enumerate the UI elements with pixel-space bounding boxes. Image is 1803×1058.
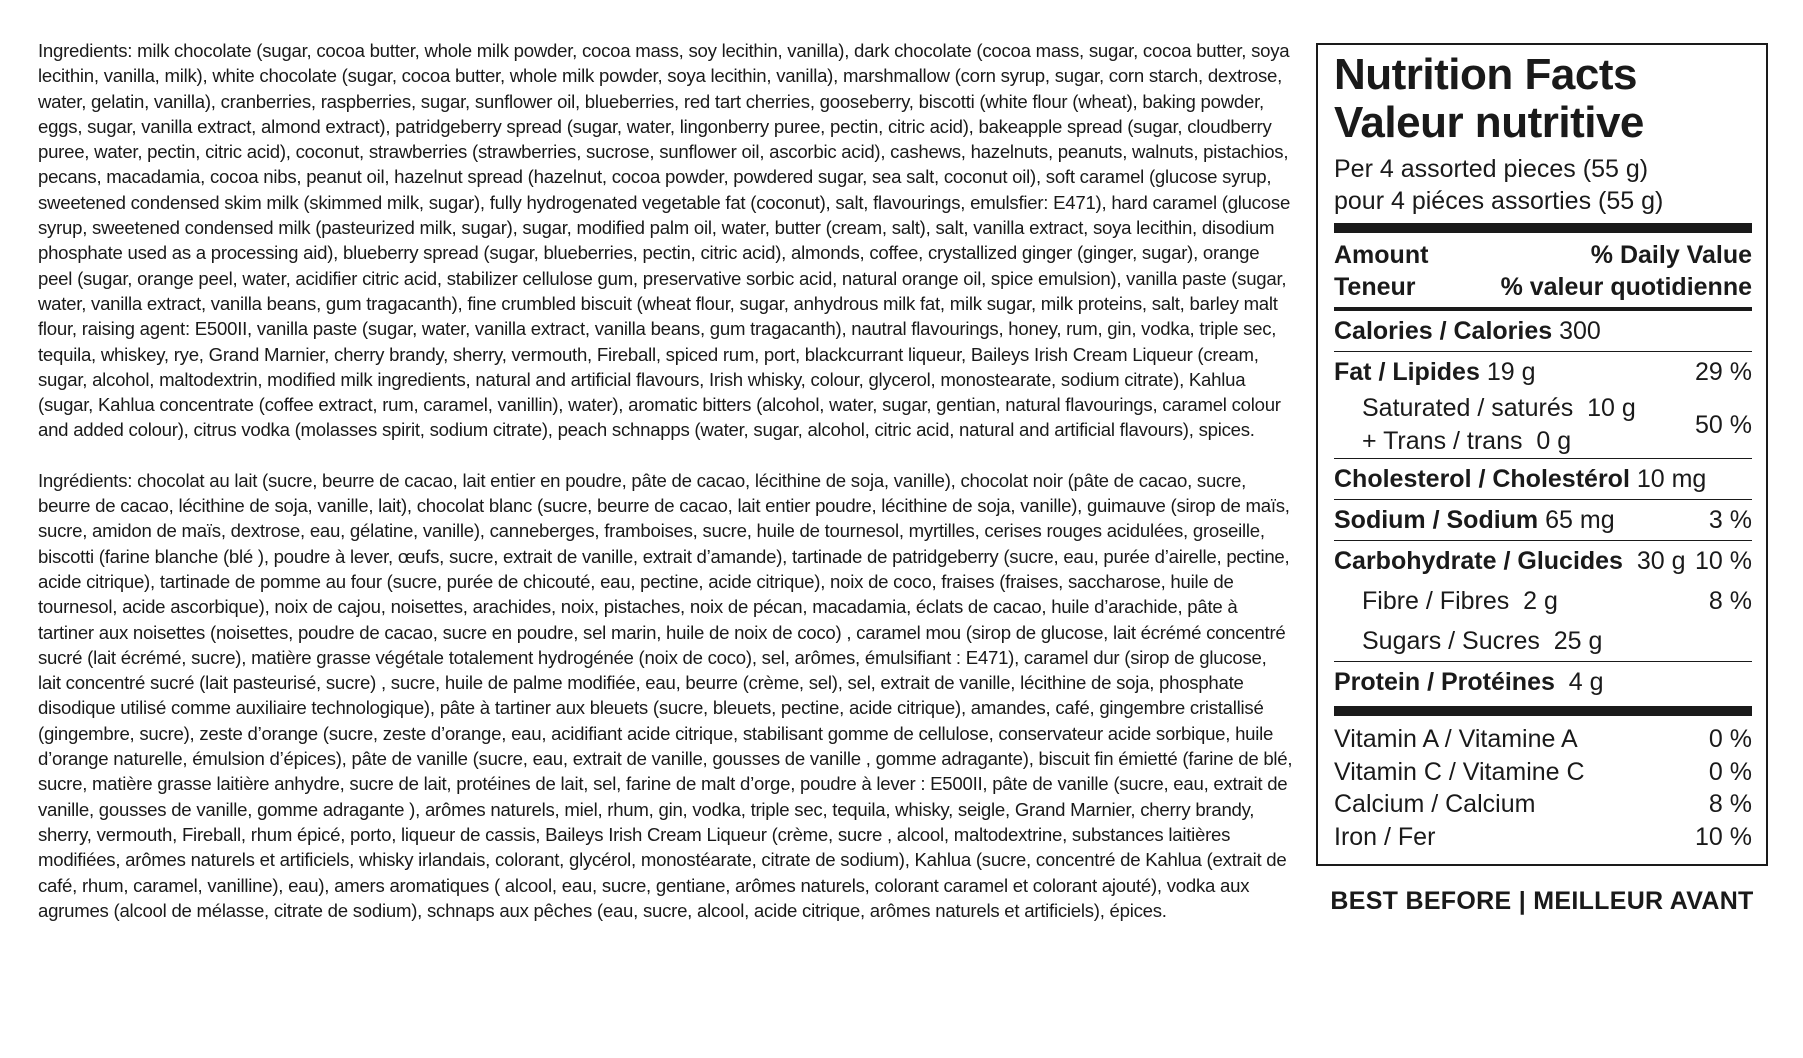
fat-label: Fat / Lipides: [1334, 357, 1480, 386]
sat-trans-row: [1334, 392, 1752, 458]
valeur-quotidienne-header: % valeur quotidienne: [1500, 273, 1752, 301]
carbohydrate-amount: 30 g: [1636, 546, 1686, 575]
vitamin-label: Calcium / Calcium: [1334, 790, 1536, 818]
carbohydrate-dv: 10 %: [1695, 546, 1752, 575]
sat-trans-dv: 50 %: [1695, 410, 1752, 439]
fat-row: [1334, 352, 1752, 392]
vitamin-row: [1334, 756, 1752, 789]
sodium-dv: 3 %: [1708, 505, 1752, 534]
vitamin-row: [1334, 723, 1752, 756]
header-row-en: [1334, 239, 1752, 271]
vitamin-dv: 10 %: [1695, 822, 1752, 851]
vitamin-row: [1334, 821, 1752, 854]
sodium-row: [1334, 500, 1752, 540]
vitamin-label: Vitamin C / Vitamine C: [1334, 757, 1585, 786]
serving-size-en: Per 4 assorted pieces (55 g): [1334, 155, 1649, 183]
nutrition-title-fr: Valeur nutritive: [1334, 98, 1644, 147]
calories-value: 300: [1559, 316, 1601, 345]
serving-size-fr: pour 4 piéces assorties (55 g): [1334, 187, 1664, 215]
sodium-amount: 65 mg: [1545, 505, 1615, 534]
vitamin-label: Iron / Fer: [1334, 822, 1436, 851]
protein-amount: 4 g: [1568, 667, 1604, 696]
nutrition-title-en: Nutrition Facts: [1334, 50, 1637, 99]
amount-header: Amount: [1334, 241, 1429, 269]
vitamin-label: Vitamin A / Vitamine A: [1334, 725, 1578, 753]
protein-label: Protein / Protéines: [1334, 667, 1555, 696]
daily-value-header: % Daily Value: [1590, 241, 1752, 269]
calories-row: [1334, 311, 1752, 351]
divider-thick: [1334, 223, 1752, 233]
cholesterol-label: Cholesterol / Cholestérol: [1334, 464, 1630, 493]
trans-label: + Trans / trans: [1362, 427, 1523, 455]
carbohydrate-label: Carbohydrate / Glucides: [1334, 546, 1623, 575]
fat-amount: 19 g: [1486, 357, 1536, 386]
fibre-label: Fibre / Fibres: [1362, 586, 1510, 615]
fibre-amount: 2 g: [1523, 586, 1558, 615]
saturated-label: Saturated / saturés: [1362, 394, 1574, 422]
best-before-label: BEST BEFORE | MEILLEUR AVANT: [1330, 887, 1754, 915]
cholesterol-amount: 10 mg: [1636, 464, 1707, 493]
nutrition-facts-panel: [1316, 43, 1768, 866]
fibre-row: [1334, 581, 1752, 621]
ingredients-section: [38, 38, 1293, 923]
ingredients-french: Ingrédients: chocolat au lait (sucre, beurre de cacao, lait entier en poudre, pâte de cacao, lécithine de soja, vanille), chocolat noir (pâte de cacao, sucre, beurre de cacao, lécithine de soja, vanille, lait), chocolat blanc (sucre, beurre de cacao, lait entier poudre, lécithine de soja, vanille), guimauve (sirop de maïs, sucre, amidon de maïs, dextrose, eau, gélatine, vanille), canneberges, framboises, sucre, huile de tournesol, myrtilles, cerises rouges acidulées, groseille, biscotti (farine blanche (blé ), poudre à lever, œufs, sucre, extrait de vanille, extrait d’amande), tartinade de patridgeberry (sucre, eau, purée d’airelle, pectine, acide citrique), tartinade de pomme au four (sucre, purée de chicouté, eau, pectine, acide citrique), noix de coco, fraises (fraises, saccharose, huile de tournesol, acide ascorbique), noix de cajou, noisettes, arachides, noix, pistaches, noix de pécan, macadamia, éclats de cacao, huile d’arachide, pâte à tartiner aux noisettes (noisettes, poudre de cacao, sucre en poudre, sel marin, huile de noix de coco) , caramel mou (sirop de glucose, lait écrémé concentré sucré (lait écrémé, sucre), matière grasse végétale totalement hydrogénée (noix de coco), sel, arômes, émulsifiant : E471), caramel dur (sirop de glucose, lait concentré sucré (lait pasteurisé, sucre) , sucre, huile de palme modifiée, eau, beurre (crème, sel), sel, extrait de vanille, lécithine de soja, phosphate disodique utilisé comme auxiliaire technologique), pâte à tartiner aux bleuets (sucre, bleuets, pectine, acide citrique), amandes, café, gingembre cristallisé (gingembre, sucre), zeste d’orange (sucre, zeste d’orange, eau, acidifiant acide citrique, stabilisant gomme de cellulose, conservateur acide sorbique, huile d’orange naturelle, émulsion d’épices), pâte de vanille (sucre, eau, extrait de vanille, gousses de vanille , gomme adragante), biscuit fin émietté (farine de blé, sucre, matière grasse laitière anhydre, sucre de lait, protéines de lait, sel, farine de malt d’orge, poudre à lever : E500II, pâte de vanille (sucre, eau, extrait de vanille, gousses de vanille, gomme adragante ), arômes naturels, miel, rhum, gin, vodka, triple sec, tequila, whisky, seigle, Grand Marnier, cherry brandy, sherry, vermouth, Fireball, rhum épicé, porto, liqueur de cassis, Baileys Irish Cream Liqueur (crème, sucre , alcool, maltodextrine, substances laitières modifiées, arômes naturels et artificiels, whisky irlandais, colorant, glycérol, monostéarate, citrate de sodium), Kahlua (sucre, concentré de Kahlua (extrait de café, rhum, caramel, vanilline), eau), amers aromatiques ( alcool, eau, sucre, gentiane, arômes naturels, colorant caramel et colorant ajouté), vodka aux agrumes (alcool de mélasse, citrate de sodium), schnaps aux pêches (eau, sucre, alcool, acide citrique, arômes naturels et artificiels), épices.: [38, 469, 1293, 921]
header-row-fr: [1334, 271, 1752, 303]
vitamin-row: [1334, 788, 1752, 821]
fibre-dv: 8 %: [1708, 586, 1752, 615]
protein-row: [1334, 662, 1752, 702]
saturated-amount: 10 g: [1587, 394, 1636, 422]
sugars-row: [1334, 621, 1752, 661]
carbohydrate-row: [1334, 541, 1752, 581]
fat-dv: 29 %: [1695, 357, 1752, 386]
sugars-label: Sugars / Sucres: [1362, 626, 1540, 655]
sodium-label: Sodium / Sodium: [1334, 505, 1539, 534]
teneur-header: Teneur: [1334, 273, 1416, 301]
ingredients-english: Ingredients: milk chocolate (sugar, cocoa butter, whole milk powder, cocoa mass, soy lecithin, vanilla), dark chocolate (cocoa mass, sugar, cocoa butter, soya lecithin, vanilla, milk), white chocolate (sugar, cocoa butter, whole milk powder, soya lecithin, vanilla), marshmallow (corn syrup, sugar, corn starch, dextrose, water, gelatin, vanilla), cranberries, raspberries, sugar, sunflower oil, blueberries, red tart cherries, gooseberry, biscotti (white flour (wheat), baking powder, eggs, sugar, vanilla extract, almond extract), patridgeberry spread (sugar, water, lingonberry puree, pectin, citric acid), bakeapple spread (sugar, cloudberry puree, water, pectin, citric acid), coconut, strawberries (strawberries, sucrose, sunflower oil, ascorbic acid), cashews, hazelnuts, peanuts, walnuts, pistachios, pecans, macadamia, cocoa nibs, peanut oil, hazelnut spread (hazelnut, cocoa powder, powdered sugar, sea salt, coconut oil), soft caramel (glucose syrup, sweetened condensed skim milk (skimmed milk, sugar), fully hydrogenated vegetable fat (coconut), salt, flavourings, emulsfier: E471), hard caramel (glucose syrup, sweetened condensed milk (pasteurized milk, sugar), sugar, modified palm oil, water, butter (cream, salt), salt, vanilla extract, soya lecithin, disodium phosphate used as a processing aid), blueberry spread (sugar, blueberries, pectin, citric acid), almonds, coffee, crystallized ginger (ginger, sugar), orange peel (sugar, orange peel, water, acidifier citric acid, stabilizer cellulose gum, preservative sorbic acid, natural orange oil, spice emulsion), vanilla paste (sugar, water, vanilla extract, vanilla beans, gum tragacanth), fine crumbled biscuit (wheat flour, sugar, anhydrous milk fat, milk sugar, milk proteins, salt, barley malt flour, raising agent: E500II, vanilla paste (sugar, water, vanilla extract, vanilla beans, gum tragacanth), nautral flavourings, honey, rum, gin, vodka, triple sec, tequila, whiskey, rye, Grand Marnier, cherry brandy, sherry, vermouth, Fireball, spiced rum, port, blackcurrant liqueur, Baileys Irish Cream Liqueur (cream, sugar, alcohol, maltodextrin, modified milk ingredients, natural and artificial flavours, Irish whisky, colour, glycerol, monostearate, sodium citrate), Kahlua (sugar, Kahlua concentrate (coffee extract, rum, caramel, vanillin), water), aromatic bitters (alcohol, water, sugar, gentian, natural flavourings, caramel colour and added colour), citrus vodka (molasses spirit, sodium citrate), peach schnapps (water, sugar, alcohol, citric acid, natural and artificial flavours), spices.: [38, 40, 1291, 441]
sugars-amount: 25 g: [1553, 626, 1603, 655]
calories-label: Calories / Calories: [1334, 316, 1553, 345]
vitamin-dv: 0 %: [1708, 757, 1752, 786]
trans-amount: 0 g: [1536, 427, 1572, 455]
vitamin-dv: 8 %: [1708, 790, 1752, 818]
cholesterol-row: [1334, 459, 1752, 499]
vitamin-dv: 0 %: [1708, 725, 1752, 753]
vitamins-block: [1334, 716, 1752, 853]
divider-thick: [1334, 706, 1752, 716]
